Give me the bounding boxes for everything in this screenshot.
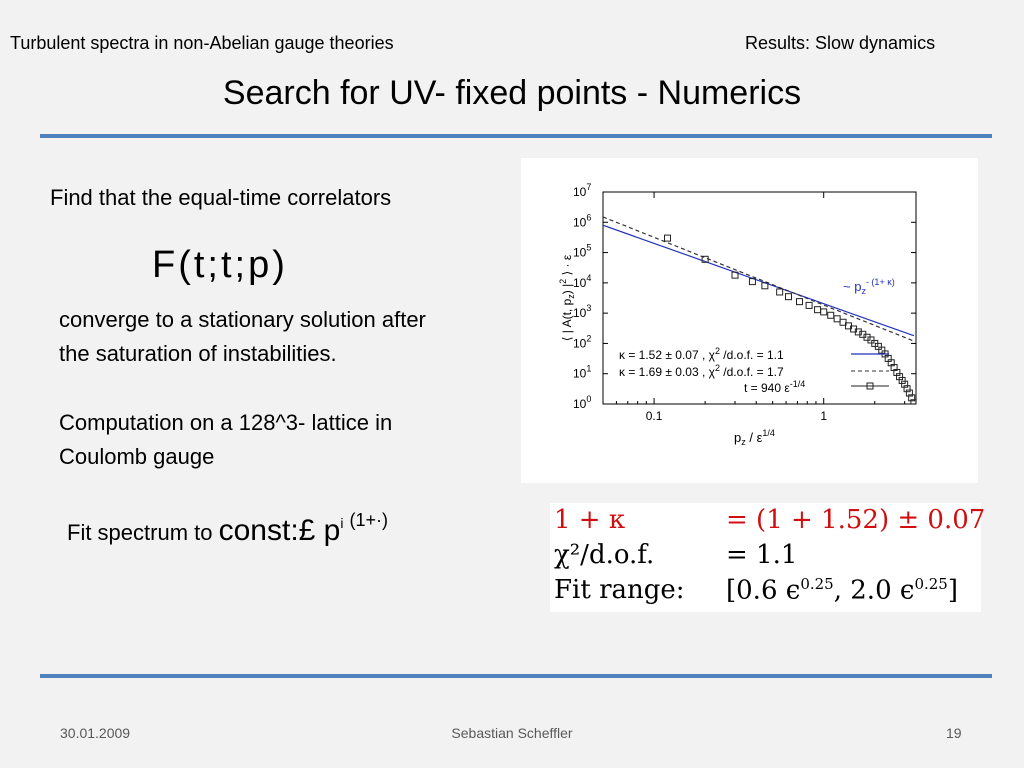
spectrum-plot — [521, 158, 978, 483]
slide-title: Search for UV- fixed points - Numerics — [222, 74, 802, 112]
y-tick-label: $10^7$ — [573, 182, 592, 199]
data-point — [821, 309, 827, 315]
y-axis-label: ⟨ | A(t, $p_z$) $|^2$ ⟩ · ε — [558, 254, 576, 342]
result-kappa-value: = (1 + 1.52) ± 0.07 — [726, 505, 986, 535]
data-point — [834, 316, 840, 322]
top-divider — [40, 134, 992, 138]
result-kappa-label: 1 + κ — [554, 505, 626, 535]
fit-exponent: (1+·) — [349, 510, 388, 530]
header-presentation-title: Turbulent spectra in non-Abelian gauge theories — [10, 33, 394, 53]
result-chi2-label: χ²/d.o.f. — [554, 540, 655, 570]
fit-formula-sup: i — [340, 515, 344, 531]
data-point — [828, 312, 834, 318]
paragraph-line: converge to a stationary solution after — [59, 307, 426, 332]
data-point — [785, 294, 791, 300]
result-range-value: [0.6 $\epsilon^{0.25}$, 2.0 $\epsilon^{0.25}$] — [726, 575, 959, 606]
footer-date: 30.01.2009 — [60, 725, 131, 741]
data-point — [797, 299, 803, 305]
paragraph-convergence — [59, 303, 426, 371]
y-tick-label: $10^1$ — [573, 363, 592, 381]
y-tick-label: $10^3$ — [573, 303, 592, 321]
data-point — [806, 302, 812, 308]
bottom-divider — [40, 674, 992, 678]
x-tick-label: 1 — [820, 409, 828, 423]
data-point — [902, 381, 908, 387]
paragraph-line: Computation on a 128^3- lattice in — [59, 410, 393, 435]
paragraph-lattice — [59, 406, 392, 474]
intro-text: Find that the equal-time correlators — [50, 185, 392, 210]
y-tick-label: $10^6$ — [573, 212, 592, 230]
y-tick-label: $10^2$ — [573, 333, 592, 351]
fit-results-box — [550, 503, 986, 612]
y-tick-label: $10^4$ — [573, 272, 592, 290]
x-tick-label: 0.1 — [645, 409, 663, 423]
legend — [619, 346, 889, 395]
data-point — [777, 289, 783, 295]
legend-entry-fit1: κ = 1.52 ± 0.07 , $\chi^2$ /d.o.f. = 1.1 — [619, 346, 784, 362]
legend-entry-points: t = 940 $\varepsilon^{-1/4}$ — [744, 379, 806, 395]
y-tick-label: $10^0$ — [573, 394, 592, 411]
data-point — [904, 386, 910, 392]
data-point — [815, 307, 821, 313]
data-point — [664, 235, 670, 241]
fit-statement — [67, 510, 388, 548]
fit-formula: const:£ p — [218, 514, 341, 547]
spectrum-plot-svg — [521, 158, 978, 483]
paragraph-line: the saturation of instabilities. — [59, 341, 337, 366]
header-section-title: Results: Slow dynamics — [745, 33, 936, 53]
paragraph-line: Coulomb gauge — [59, 444, 215, 469]
correlator-formula: F(t;t;p) — [152, 244, 288, 286]
x-axis-label: $p_z / \varepsilon^{1/4}$ — [734, 428, 775, 447]
footer-author: Sebastian Scheffler — [451, 725, 573, 741]
footer-page-number: 19 — [946, 725, 962, 741]
legend-entry-fit2: κ = 1.69 ± 0.03 , $\chi^2$ /d.o.f. = 1.7 — [619, 363, 784, 379]
result-chi2-value: = 1.1 — [726, 540, 798, 570]
power-law-annotation: ~ $p_z^{- (1+ \kappa)}$ — [843, 277, 895, 296]
y-tick-label: $10^5$ — [573, 242, 592, 260]
result-range-label: Fit range: — [554, 575, 685, 605]
fit-label: Fit spectrum to — [67, 520, 213, 545]
